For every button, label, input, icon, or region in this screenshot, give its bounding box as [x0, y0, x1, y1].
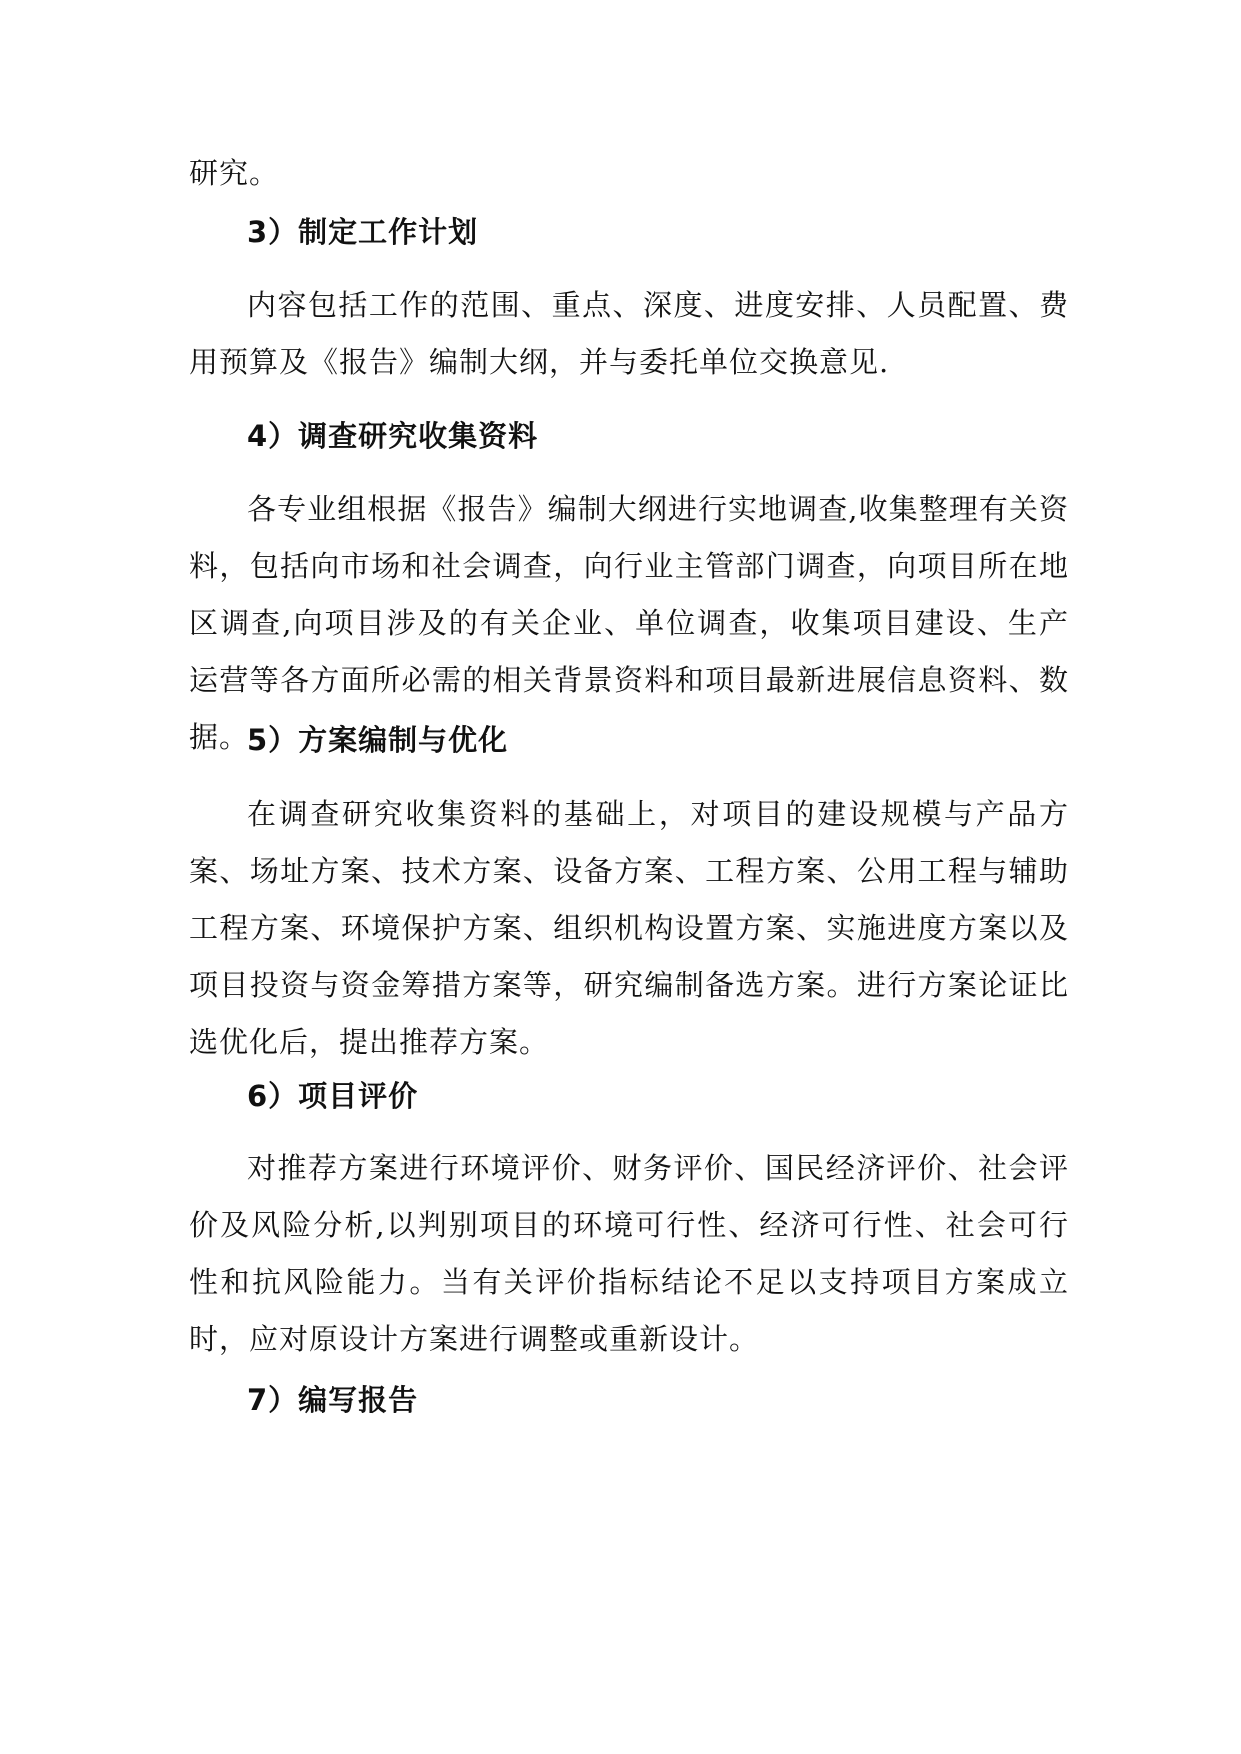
section-body-5: 在调查研究收集资料的基础上，对项目的建设规模与产品方案、场址方案、技术方案、设备方案、工程方案、公用工程与辅助工程方案、环境保护方案、组织机构设置方案、实施进度方案以及项目投资与资金筹措方案等，研究编制备选方案。进行方案论证比选优化后，提出推荐方案。: [189, 797, 1069, 1059]
section-heading-5: 5）方案编制与优化: [247, 723, 509, 757]
section-heading-7: 7）编写报告: [247, 1383, 419, 1417]
section-body-3: 内容包括工作的范围、重点、深度、进度安排、人员配置、费用预算及《报告》编制大纲，并与委托单位交换意见.: [189, 288, 1069, 379]
section-heading-6: 6）项目评价: [247, 1079, 419, 1113]
continuation-text: 研究。: [189, 156, 280, 190]
section-body-4: 各专业组根据《报告》编制大纲进行实地调查,收集整理有关资料，包括向市场和社会调查，向行业主管部门调查，向项目所在地区调查,向项目涉及的有关企业、单位调查，收集项目建设、生产运营等各方面所必需的相关背景资料和项目最新进展信息资料、数据。: [189, 492, 1069, 754]
section-heading-4: 4）调查研究收集资料: [247, 419, 539, 453]
section-heading-3: 3）制定工作计划: [247, 215, 479, 249]
section-body-6: 对推荐方案进行环境评价、财务评价、国民经济评价、社会评价及风险分析,以判别项目的环境可行性、经济可行性、社会可行性和抗风险能力。当有关评价指标结论不足以支持项目方案成立时，应对原设计方案进行调整或重新设计。: [189, 1151, 1069, 1356]
